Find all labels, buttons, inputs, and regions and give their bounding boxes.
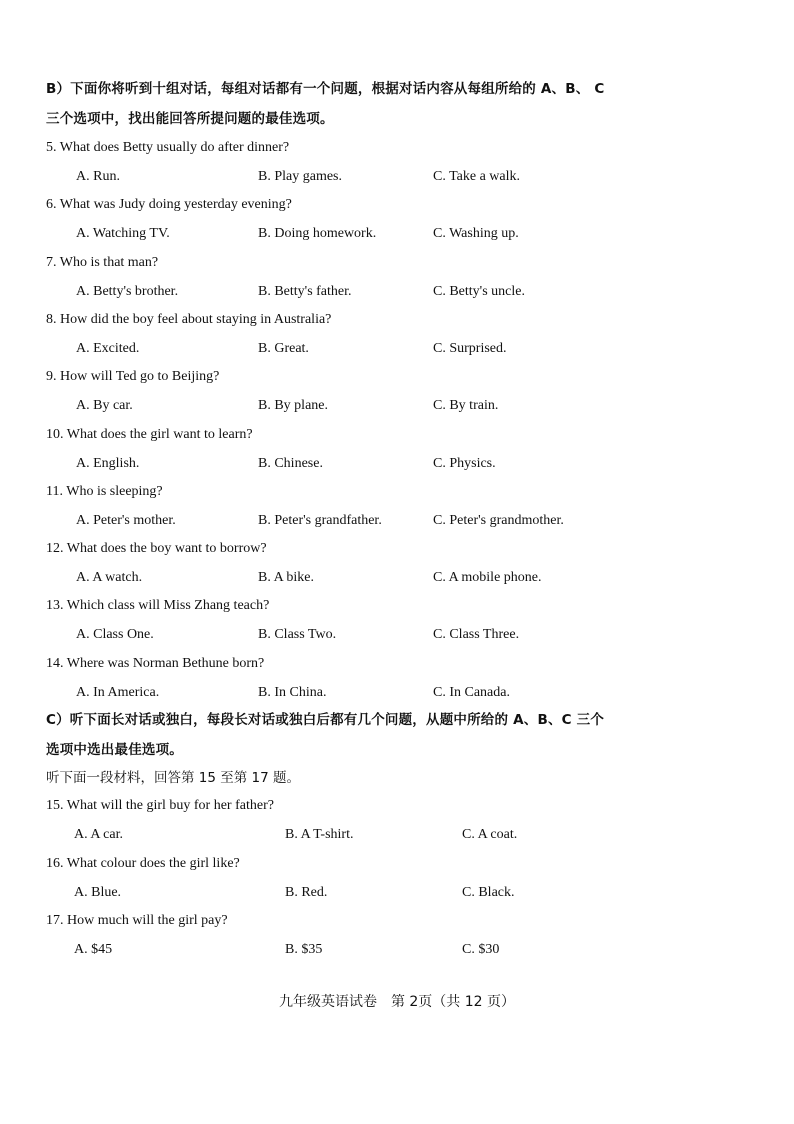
option-a: A. Class One. [76, 627, 154, 643]
option-c: C. Physics. [433, 455, 496, 471]
option-b: B. Chinese. [258, 455, 323, 471]
option-b: B. Doing homework. [258, 226, 377, 242]
option-b: B. Great. [258, 340, 309, 356]
option-a: A. Blue. [74, 884, 122, 900]
option-b: B. In China. [258, 684, 327, 700]
question-text: 9. How will Ted go to Beijing? [46, 369, 220, 385]
option-a: A. Peter's mother. [76, 512, 176, 528]
option-c: C. Washing up. [433, 226, 519, 242]
option-c: C. A mobile phone. [433, 570, 542, 586]
option-b: B. A bike. [258, 570, 315, 586]
question-text: 11. Who is sleeping? [46, 483, 163, 499]
option-c: C. By train. [433, 398, 499, 414]
question-text: 13. Which class will Miss Zhang teach? [46, 598, 270, 614]
option-c: C. In Canada. [433, 684, 510, 700]
question-text: 14. Where was Norman Bethune born? [46, 655, 265, 671]
option-c: C. Betty's uncle. [433, 283, 525, 299]
option-b: B. Red. [285, 884, 328, 900]
option-c: C. Class Three. [433, 627, 520, 643]
section-b-instruction-line2: 三个选项中，找出能回答所提问题的最佳选项。 [46, 111, 334, 127]
option-c: C. Take a walk. [433, 169, 521, 184]
option-c: C. Black. [462, 884, 515, 900]
option-a: A. A watch. [76, 570, 143, 586]
question-text: 15. What will the girl buy for her father? [46, 798, 274, 813]
option-b: B. Play games. [258, 169, 342, 184]
option-a: A. A car. [74, 827, 123, 842]
option-c: C. Peter's grandmother. [433, 512, 564, 528]
option-a: A. Betty's brother. [76, 283, 179, 299]
option-c: C. $30 [462, 942, 500, 957]
section-c-instruction-line2: 选项中选出最佳选项。 [46, 742, 183, 758]
section-c-instruction-line1: C）听下面长对话或独白，每段长对话或独白后都有几个问题，从题中所给的 A、B、C 三个 [46, 712, 605, 728]
option-b: B. A T-shirt. [285, 827, 354, 842]
option-a: A. Run. [76, 169, 120, 184]
option-a: A. $45 [74, 942, 113, 957]
option-b: B. Class Two. [258, 627, 337, 643]
option-a: A. Excited. [76, 340, 140, 356]
option-a: A. In America. [76, 684, 160, 700]
question-text: 10. What does the girl want to learn? [46, 426, 253, 442]
section-b-instruction-line1: B）下面你将听到十组对话，每组对话都有一个问题，根据对话内容从每组所给的 A、B、 C [46, 81, 605, 97]
option-c: C. Surprised. [433, 340, 507, 356]
page-footer: 九年级英语试卷 第 2页（共 12 页） [278, 994, 516, 1010]
option-a: A. Watching TV. [76, 226, 170, 242]
section-c-sub-instruction: 听下面一段材料，回答第 15 至第 17 题。 [46, 770, 301, 786]
option-a: A. By car. [76, 398, 133, 414]
question-text: 8. How did the boy feel about staying in Australia? [46, 311, 332, 327]
question-text: 6. What was Judy doing yesterday evening? [46, 197, 292, 213]
question-text: 5. What does Betty usually do after dinner? [46, 140, 290, 155]
option-b: B. By plane. [258, 398, 328, 414]
question-text: 12. What does the boy want to borrow? [46, 541, 267, 557]
option-b: B. Peter's grandfather. [258, 512, 382, 528]
option-c: C. A coat. [462, 827, 518, 842]
option-b: B. Betty's father. [258, 283, 352, 299]
option-a: A. English. [76, 455, 140, 471]
option-b: B. $35 [285, 942, 323, 957]
question-text: 17. How much will the girl pay? [46, 913, 228, 928]
question-text: 7. Who is that man? [46, 254, 159, 270]
question-text: 16. What colour does the girl like? [46, 855, 240, 871]
